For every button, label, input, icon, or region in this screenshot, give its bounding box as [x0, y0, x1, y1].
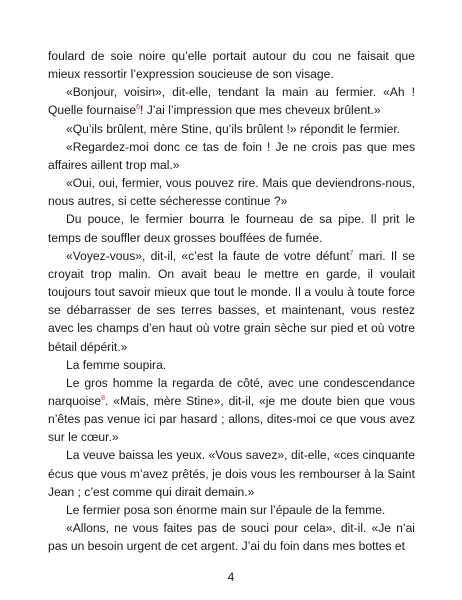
text-run: «Voyez-vous», dit-il, «c’est la faute de votre défunt: [66, 248, 350, 263]
text-run: «Allons, ne vous faites pas de souci pour cela», dit-il. «Je n’ai pas un besoin urgent de cet argent. J’ai du foin dans mes bottes et: [48, 521, 415, 554]
text-run: Le fermier posa son énorme main sur l’épaule de la femme.: [66, 502, 386, 517]
text-run: foulard de soie noire qu’elle portait autour du cou ne faisait que mieux ressortir l’expression soucieuse de son visage.: [48, 49, 415, 82]
paragraph: [48, 83, 415, 119]
text-run: Le gros homme la regarda de côté, avec une condescendance narquoise: [48, 375, 415, 408]
footnote-marker[interactable]: 8: [101, 394, 106, 402]
text-run: «Bonjour, voisin», dit-elle, tendant la main au fermier. «Ah ! Quelle fournaise: [48, 85, 415, 118]
paragraph: [48, 374, 415, 447]
paragraph: [48, 519, 415, 555]
text-run: Du pouce, le fermier bourra le fourneau de sa pipe. Il prit le temps de souffler deux grosses bouffées de fumée.: [48, 212, 415, 245]
body-text: [48, 47, 415, 555]
paragraph: [48, 210, 415, 246]
text-run: «Oui, oui, fermier, vous pouvez rire. Mais que deviendrons-nous, nous autres, si cette sécheresse continue ?»: [48, 176, 415, 209]
paragraph: [48, 446, 415, 500]
footnote-marker[interactable]: 6: [136, 104, 140, 112]
text-run: «Qu’ils brûlent, mère Stine, qu’ils brûlent !» répondit le fermier.: [66, 121, 401, 136]
paragraph: [48, 47, 415, 83]
text-run: mari. Il se croyait trop malin. On avait beau le mettre en garde, il voulait toujours tout savoir mieux que tout le monde. Il a voulu à toute force se débarrasser de ses terres basses, et maintenant, vous restez avec les champs d’en haut où votre grain sèche sur pied et où votre bétail dépérit.»: [48, 248, 415, 354]
paragraph: [48, 356, 415, 374]
text-run: . «Mais, mère Stine», dit-il, «je me doute bien que vous n’êtes pas venue ici par hasard ; allons, dites-moi ce que vous avez sur le cœur.»: [48, 393, 415, 445]
paragraph: [48, 174, 415, 210]
text-run: «Regardez-moi donc ce tas de foin ! Je ne crois pas que mes affaires aillent trop mal.»: [48, 139, 415, 172]
text-run: La veuve baissa les yeux. «Vous savez», dit-elle, «ces cinquante écus que vous m’avez prêtés, je dois vous les rembourser à la Saint Jean ; c’est comme qui dirait demain.»: [48, 448, 415, 499]
page-number: 4: [227, 570, 235, 584]
text-run: La femme soupira.: [66, 357, 167, 372]
paragraph: [48, 501, 415, 519]
paragraph: [48, 247, 415, 356]
paragraph: [48, 138, 415, 174]
text-run: ! J’ai l’impression que mes cheveux brûlent.»: [139, 103, 381, 118]
paragraph: [48, 120, 415, 138]
footnote-marker[interactable]: 7: [349, 249, 354, 257]
